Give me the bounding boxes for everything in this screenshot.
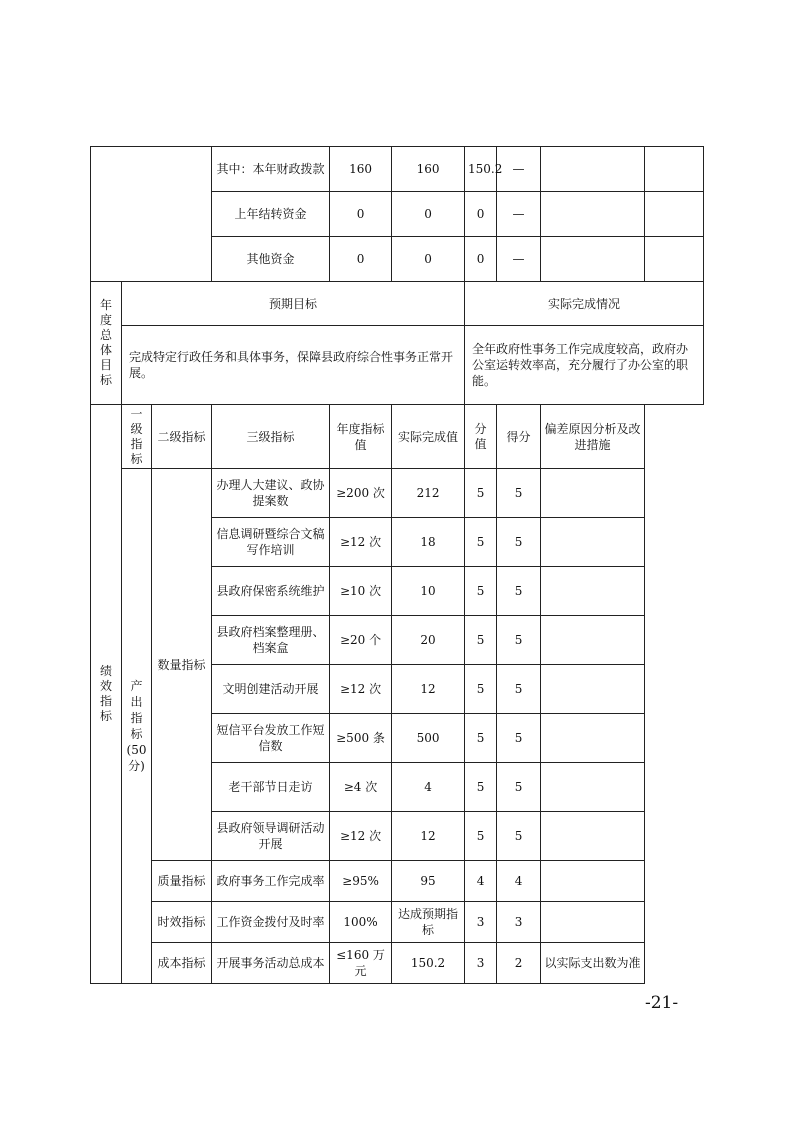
indicator-target: ≥12 次 xyxy=(330,812,392,861)
indicator-weight: 5 xyxy=(465,616,497,665)
performance-table xyxy=(90,146,704,984)
indicator-note xyxy=(541,902,645,943)
indicator-weight: 4 xyxy=(465,861,497,902)
indicator-actual: 212 xyxy=(392,469,465,518)
funds-empty xyxy=(541,192,645,237)
funds-row xyxy=(91,147,704,192)
indicator-actual: 95 xyxy=(392,861,465,902)
indicator-weight: 3 xyxy=(465,943,497,984)
indicator-note xyxy=(541,665,645,714)
indicator-target: ≥95% xyxy=(330,861,392,902)
indicator-score: 5 xyxy=(497,567,541,616)
header-level1: 一级指标 xyxy=(122,405,152,469)
output-indicator-label: 产出指标(50分) xyxy=(122,469,152,984)
funds-value: 0 xyxy=(392,192,465,237)
quality-indicator-label: 质量指标 xyxy=(152,861,212,902)
indicator-score: 5 xyxy=(497,714,541,763)
funds-value: 150.2 xyxy=(465,147,497,192)
indicator-actual: 150.2 xyxy=(392,943,465,984)
funds-empty xyxy=(645,237,704,282)
indicator-target: ≥200 次 xyxy=(330,469,392,518)
indicator-actual: 18 xyxy=(392,518,465,567)
indicator-actual: 达成预期指标 xyxy=(392,902,465,943)
funds-value: — xyxy=(497,237,541,282)
indicator-actual: 12 xyxy=(392,665,465,714)
indicator-actual: 12 xyxy=(392,812,465,861)
header-actual: 实际完成值 xyxy=(392,405,465,469)
indicator-actual: 10 xyxy=(392,567,465,616)
indicator-target: 100% xyxy=(330,902,392,943)
indicator-score: 5 xyxy=(497,469,541,518)
indicator-weight: 5 xyxy=(465,665,497,714)
indicator-weight: 5 xyxy=(465,469,497,518)
funds-value: — xyxy=(497,147,541,192)
funds-value: 0 xyxy=(465,237,497,282)
table-row xyxy=(91,469,704,518)
indicator-note xyxy=(541,714,645,763)
indicator-name: 老干部节日走访 xyxy=(212,763,330,812)
indicator-name: 信息调研暨综合文稿写作培训 xyxy=(212,518,330,567)
funds-value: 0 xyxy=(392,237,465,282)
indicator-note xyxy=(541,616,645,665)
indicator-target: ≤160 万元 xyxy=(330,943,392,984)
indicator-target: ≥500 条 xyxy=(330,714,392,763)
indicator-actual: 4 xyxy=(392,763,465,812)
table-row xyxy=(91,902,704,943)
indicator-name: 政府事务工作完成率 xyxy=(212,861,330,902)
indicator-score: 5 xyxy=(497,665,541,714)
indicator-note xyxy=(541,861,645,902)
indicator-target: ≥12 次 xyxy=(330,665,392,714)
indicator-actual: 20 xyxy=(392,616,465,665)
indicator-score: 3 xyxy=(497,902,541,943)
indicator-score: 4 xyxy=(497,861,541,902)
indicator-score: 5 xyxy=(497,518,541,567)
indicator-weight: 5 xyxy=(465,763,497,812)
expected-goal-header: 预期目标 xyxy=(122,282,465,326)
indicator-target: ≥4 次 xyxy=(330,763,392,812)
cost-indicator-label: 成本指标 xyxy=(152,943,212,984)
annual-header-row xyxy=(91,282,704,326)
indicator-target: ≥20 个 xyxy=(330,616,392,665)
indicator-note xyxy=(541,567,645,616)
indicator-actual: 500 xyxy=(392,714,465,763)
funds-value: 160 xyxy=(392,147,465,192)
indicator-name: 短信平台发放工作短信数 xyxy=(212,714,330,763)
indicator-note xyxy=(541,812,645,861)
indicator-name: 开展事务活动总成本 xyxy=(212,943,330,984)
perf-indicator-label: 绩效指标 xyxy=(91,405,122,984)
funds-value: 0 xyxy=(330,192,392,237)
header-level2: 二级指标 xyxy=(152,405,212,469)
indicator-score: 2 xyxy=(497,943,541,984)
header-score: 得分 xyxy=(497,405,541,469)
indicator-weight: 5 xyxy=(465,567,497,616)
perf-header-row xyxy=(91,405,704,469)
indicator-target: ≥10 次 xyxy=(330,567,392,616)
indicator-name: 县政府领导调研活动开展 xyxy=(212,812,330,861)
header-target: 年度指标值 xyxy=(330,405,392,469)
indicator-weight: 3 xyxy=(465,902,497,943)
header-deviation: 偏差原因分析及改进措施 xyxy=(541,405,645,469)
indicator-weight: 5 xyxy=(465,812,497,861)
actual-completion-header: 实际完成情况 xyxy=(465,282,704,326)
funds-label: 其中：本年财政拨款 xyxy=(212,147,330,192)
indicator-note xyxy=(541,763,645,812)
annual-goal-label: 年度总体目标 xyxy=(91,282,122,405)
indicator-name: 文明创建活动开展 xyxy=(212,665,330,714)
indicator-weight: 5 xyxy=(465,714,497,763)
funds-label: 上年结转资金 xyxy=(212,192,330,237)
table-row xyxy=(91,861,704,902)
timeliness-indicator-label: 时效指标 xyxy=(152,902,212,943)
funds-empty xyxy=(541,147,645,192)
indicator-score: 5 xyxy=(497,616,541,665)
indicator-score: 5 xyxy=(497,812,541,861)
funds-value: 160 xyxy=(330,147,392,192)
indicator-note: 以实际支出数为准 xyxy=(541,943,645,984)
funds-empty xyxy=(645,192,704,237)
funds-label: 其他资金 xyxy=(212,237,330,282)
table-row xyxy=(91,943,704,984)
indicator-note xyxy=(541,469,645,518)
indicator-name: 县政府档案整理册、档案盒 xyxy=(212,616,330,665)
indicator-target: ≥12 次 xyxy=(330,518,392,567)
header-weight: 分值 xyxy=(465,405,497,469)
indicator-name: 办理人大建议、政协提案数 xyxy=(212,469,330,518)
page-number: -21- xyxy=(645,993,679,1013)
indicator-weight: 5 xyxy=(465,518,497,567)
funds-value: 0 xyxy=(465,192,497,237)
funds-empty xyxy=(541,237,645,282)
indicator-note xyxy=(541,518,645,567)
funds-value: 0 xyxy=(330,237,392,282)
indicator-score: 5 xyxy=(497,763,541,812)
header-level3: 三级指标 xyxy=(212,405,330,469)
expected-goal-text: 完成特定行政任务和具体事务，保障县政府综合性事务正常开展。 xyxy=(122,326,465,405)
indicator-name: 工作资金拨付及时率 xyxy=(212,902,330,943)
funds-value: — xyxy=(497,192,541,237)
actual-completion-text: 全年政府性事务工作完成度较高，政府办公室运转效率高，充分履行了办公室的职能。 xyxy=(465,326,704,405)
funds-empty xyxy=(645,147,704,192)
annual-content-row xyxy=(91,326,704,405)
indicator-name: 县政府保密系统维护 xyxy=(212,567,330,616)
quantity-indicator-label: 数量指标 xyxy=(152,469,212,861)
funds-blank-cell xyxy=(91,147,212,282)
